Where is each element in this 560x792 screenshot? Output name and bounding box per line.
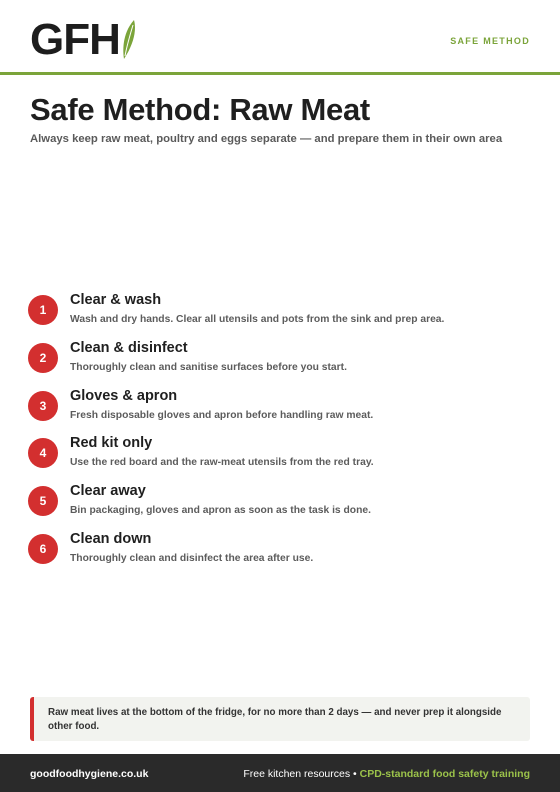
step-number-badge: 4: [28, 438, 58, 468]
page-subtitle: Always keep raw meat, poultry and eggs separate — and prepare them in their own area: [30, 133, 503, 145]
footer-separator: •: [353, 768, 357, 780]
fridge-note-text: Raw meat lives at the bottom of the fridge, for no more than 2 days — and never prep it alongside other food.: [48, 707, 502, 732]
header-divider: [0, 72, 560, 75]
step-item-4: [28, 435, 538, 475]
step-item-2: [28, 340, 538, 380]
footer-cpd-text: CPD-standard food safety training: [359, 768, 530, 780]
step-title: Clear & wash: [70, 292, 162, 308]
step-item-1: [28, 292, 538, 332]
step-item-3: [28, 388, 538, 428]
gfh-logo[interactable]: [30, 15, 137, 64]
header: [0, 0, 560, 72]
footer-resources-text: Free kitchen resources: [243, 768, 351, 780]
footer-website-link[interactable]: goodfoodhygiene.co.uk: [30, 768, 149, 780]
step-item-5: [28, 483, 538, 523]
step-title: Clear away: [70, 483, 146, 499]
step-description: Bin packaging, gloves and apron as soon as the task is done.: [70, 505, 371, 516]
logo-text: GFH: [30, 15, 120, 64]
step-description: Thoroughly clean and disinfect the area after use.: [70, 553, 314, 564]
step-description: Fresh disposable gloves and apron before handling raw meat.: [70, 410, 374, 421]
step-description: Wash and dry hands. Clear all utensils and pots from the sink and prep area.: [70, 314, 445, 325]
step-title: Gloves & apron: [70, 388, 178, 404]
step-number-badge: 5: [28, 486, 58, 516]
header-label: SAFE METHOD: [450, 36, 530, 46]
step-description: Use the red board and the raw-meat utensils from the red tray.: [70, 457, 374, 468]
step-description: Thoroughly clean and sanitise surfaces before you start.: [70, 362, 347, 373]
footer: [0, 754, 560, 792]
step-title: Clean & disinfect: [70, 340, 188, 356]
page-title: Safe Method: Raw Meat: [30, 92, 370, 127]
leaf-icon: [121, 19, 137, 59]
step-number-badge: 6: [28, 534, 58, 564]
step-number-badge: 3: [28, 391, 58, 421]
footer-tagline: [243, 768, 530, 780]
step-number-badge: 2: [28, 343, 58, 373]
step-item-6: [28, 531, 538, 571]
step-number-badge: 1: [28, 295, 58, 325]
step-title: Clean down: [70, 531, 152, 547]
step-title: Red kit only: [70, 435, 153, 451]
fridge-note-callout: [30, 697, 530, 741]
